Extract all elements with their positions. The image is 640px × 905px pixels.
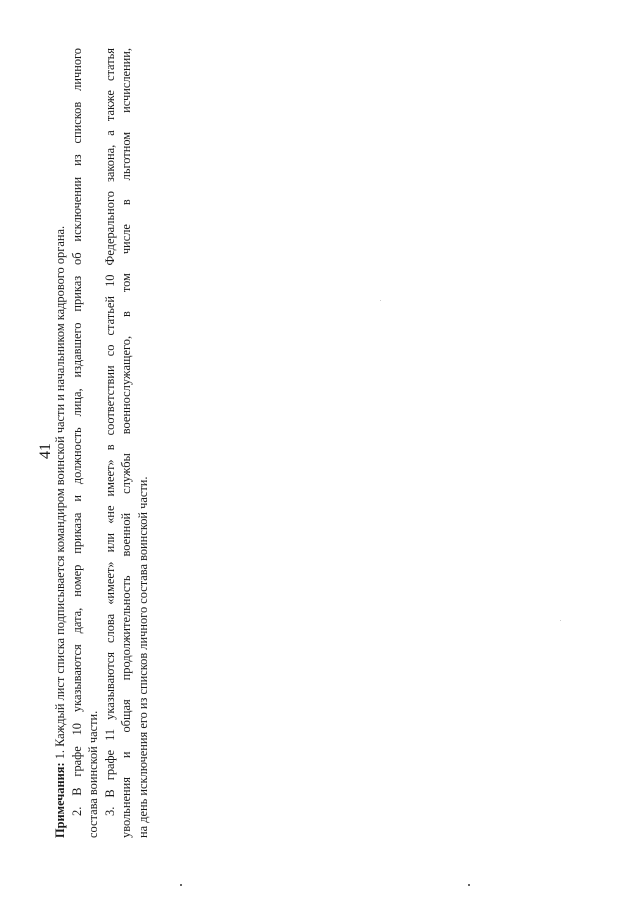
- note-item-3-line-2: увольнения и общая продолжительность военной службы военнослужащего, в том числе в льготном исчислении,: [119, 48, 133, 838]
- note-item-1: [52, 48, 69, 838]
- note-item-2-line-1: 2. В графе 10 указываются дата, номер приказа и должность лица, издавшего приказ об исключении из списков личного: [69, 48, 84, 816]
- scan-speck: [180, 884, 182, 886]
- notes-heading: Примечания:: [53, 762, 67, 838]
- note-item-2-line-2: состава воинской части.: [86, 710, 100, 838]
- scan-speck: [560, 620, 561, 621]
- note-item-1-text: 1. Каждый лист списка подписывается командиром воинской части и начальником кадрового органа.: [53, 225, 67, 763]
- scan-speck: [468, 884, 470, 886]
- scan-speck: [380, 300, 381, 301]
- page-number: 41: [37, 443, 54, 459]
- notes-block: [52, 48, 151, 838]
- note-item-3-line-1: 3. В графе 11 указываются слова «имеет» или «не имеет» в соответствии со статьей 10 Федерального закона, а также статья: [102, 48, 117, 816]
- note-item-3-line-3: на день исключения его из списков личного состава воинской части.: [135, 476, 150, 838]
